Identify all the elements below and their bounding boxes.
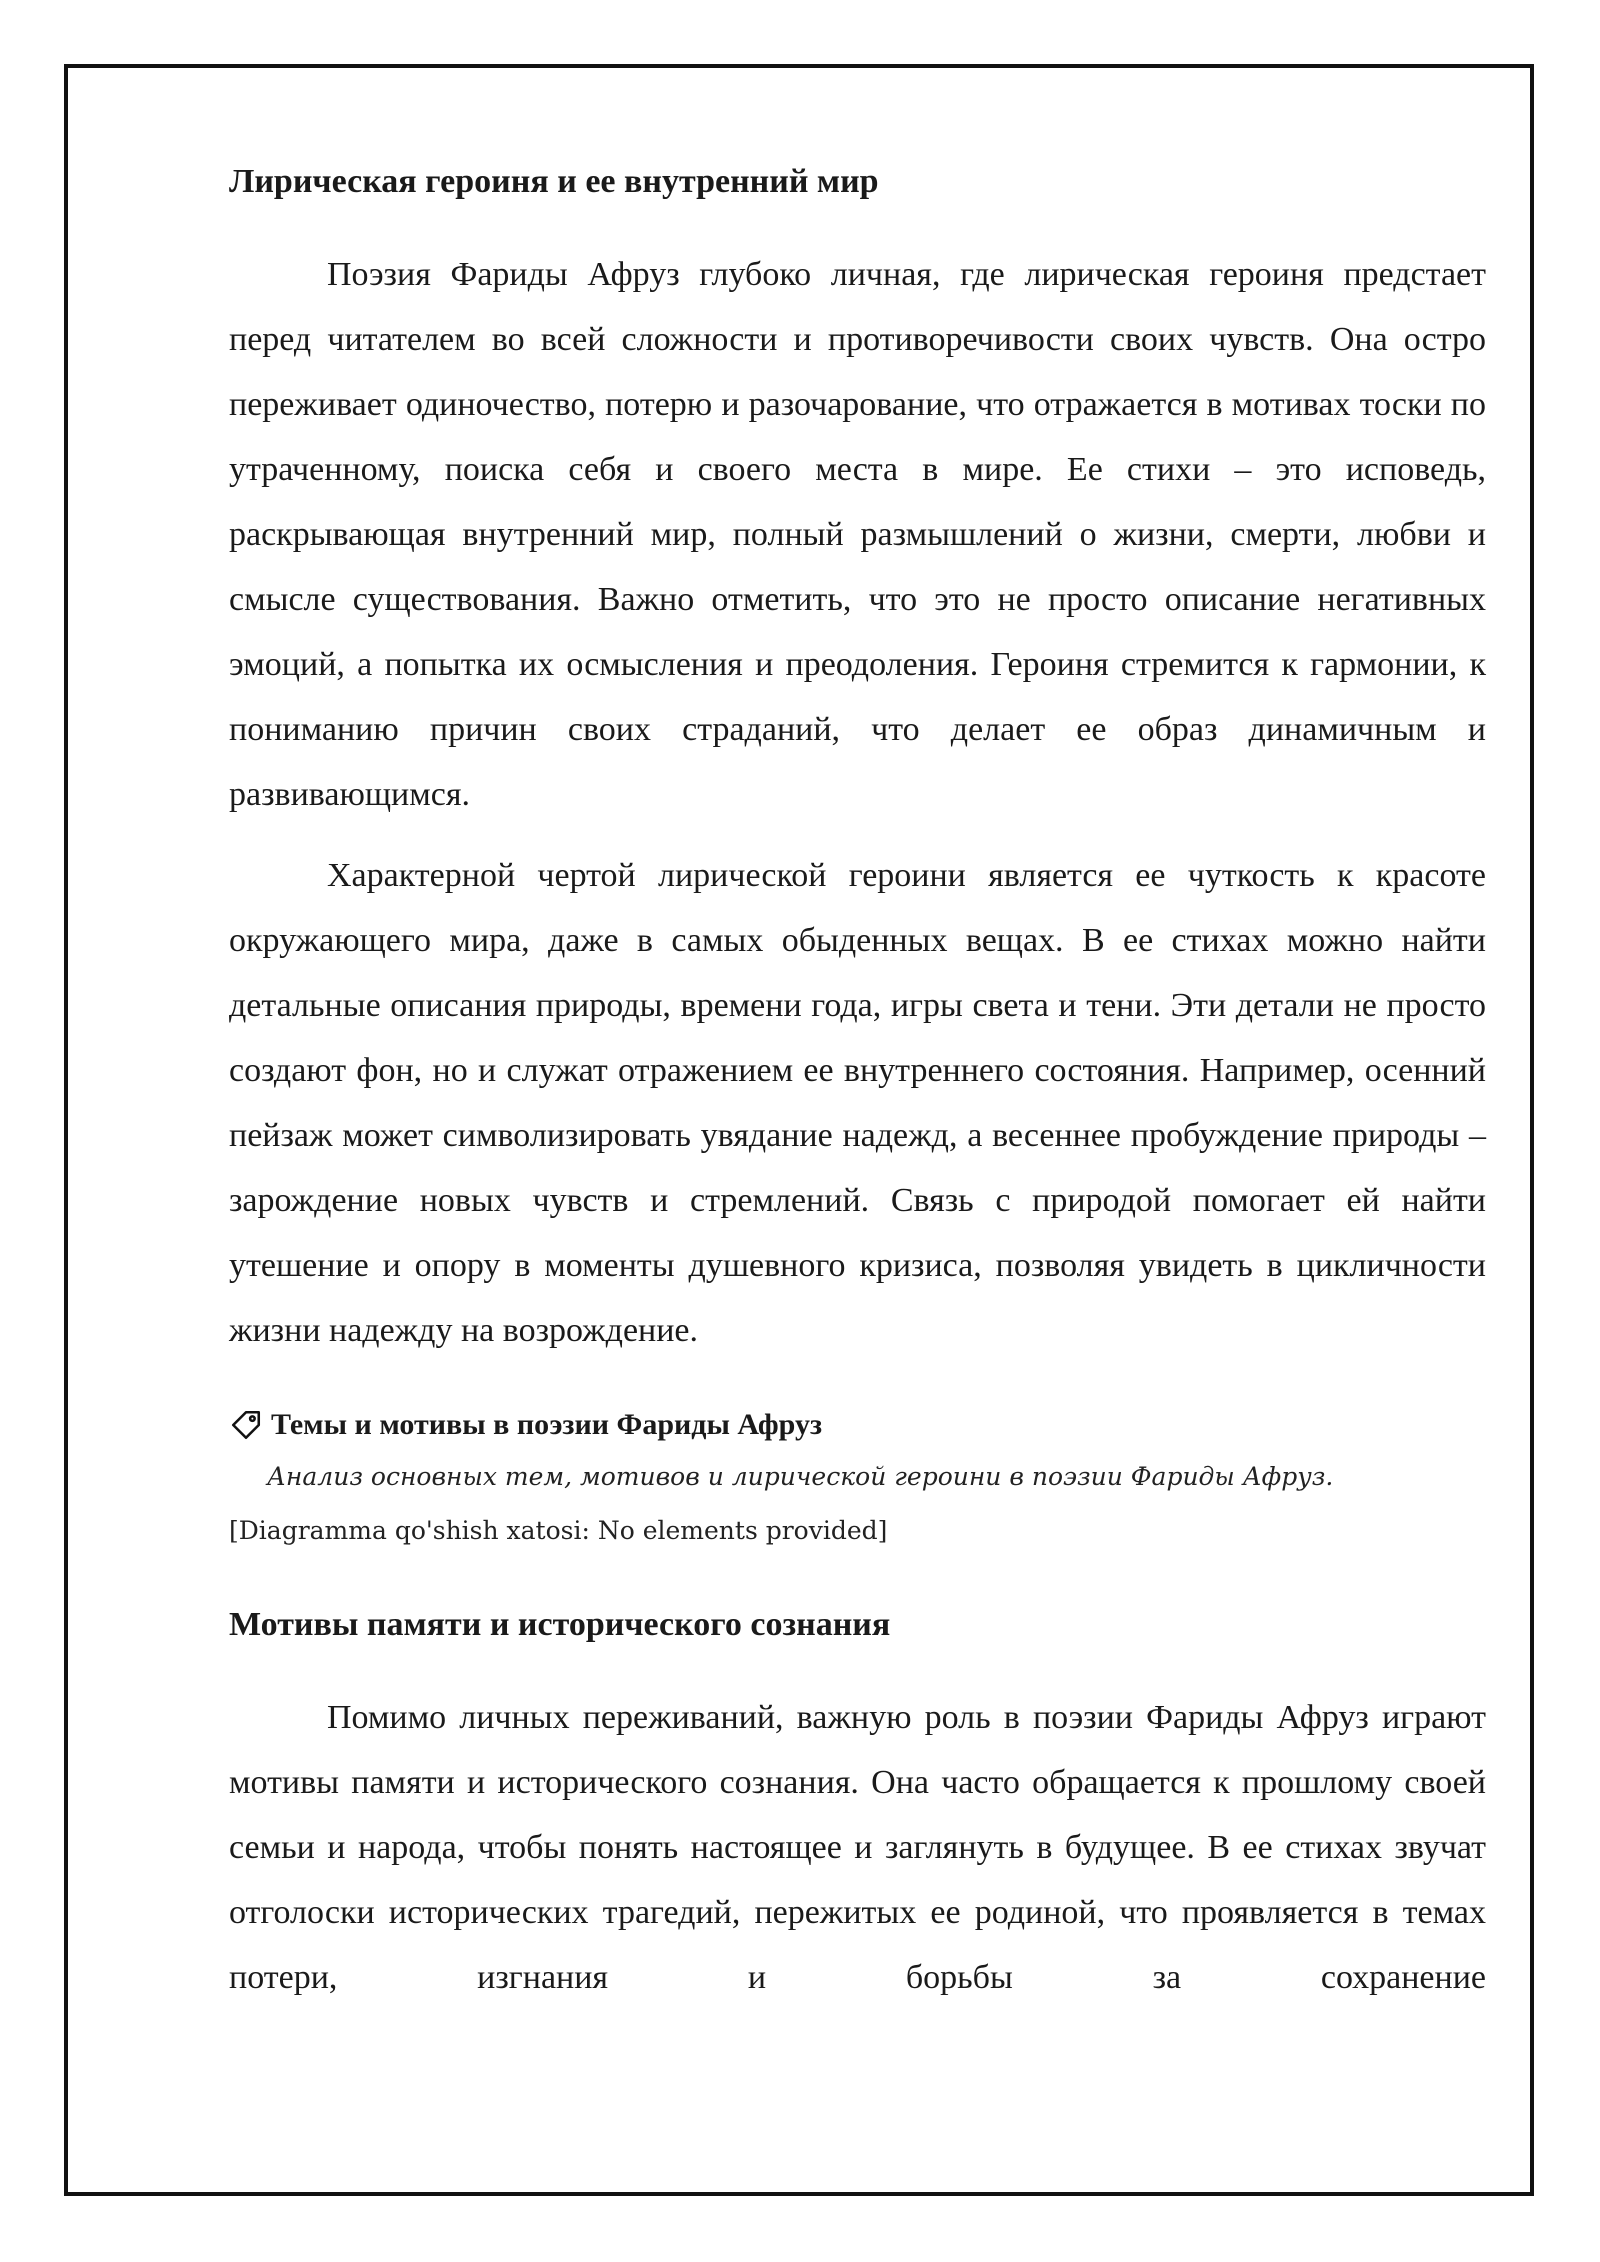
tag-icon (229, 1408, 263, 1442)
section-heading-lyrical-heroine: Лирическая героиня и ее внутренний мир (229, 163, 879, 200)
body-paragraph: Помимо личных переживаний, важную роль в поэзии Фариды Афруз играют мотивы памяти и исторического сознания. Она часто обращается к прошлому своей семьи и народа, чтобы понять настоящее и заглянуть в будущее. В ее стихах звучат отголоски исторических трагедий, пережитых ее родиной, что проявляется в темах потери, изгнания и борьбы за сохранение (229, 1699, 1486, 1996)
diagram-title: Темы и мотивы в поэзии Фариды Афруз (271, 1408, 823, 1441)
diagram-description: Анализ основных тем, мотивов и лирической героини в поэзии Фариды Афруз. (267, 1462, 1334, 1491)
body-paragraph: Поэзия Фариды Афруз глубоко личная, где лирическая героиня предстает перед читателем во всей сложности и противоречивости своих чувств. Она остро переживает одиночество, потерю и разочарование, что отражается в мотивах тоски по утраченному, поиска себя и своего места в мире. Ее стихи – это исповедь, раскрывающая внутренний мир, полный размышлений о жизни, смерти, любви и смысле существования. Важно отметить, что это не просто описание негативных эмоций, а попытка их осмысления и преодоления. Героиня стремится к гармонии, к пониманию причин своих страданий, что делает ее образ динамичным и развивающимся. (229, 256, 1486, 813)
diagram-block (229, 1405, 1486, 1551)
section-heading-memory-motifs: Мотивы памяти и исторического сознания (229, 1606, 891, 1643)
document-content (229, 162, 1486, 2010)
body-paragraph: Характерной чертой лирической героини является ее чуткость к красоте окружающего мира, даже в самых обыденных вещах. В ее стихах можно найти детальные описания природы, времени года, игры света и тени. Эти детали не просто создают фон, но и служат отражением ее внутреннего состояния. Например, осенний пейзаж может символизировать увядание надежд, а весеннее пробуждение природы – зарождение новых чувств и стремлений. Связь с природой помогает ей найти утешение и опору в моменты душевного кризиса, позволяя увидеть в цикличности жизни надежду на возрождение. (229, 857, 1486, 1349)
diagram-title-row (229, 1405, 1486, 1445)
diagram-error-message: [Diagramma qo'shish xatosi: No elements provided] (229, 1516, 888, 1545)
